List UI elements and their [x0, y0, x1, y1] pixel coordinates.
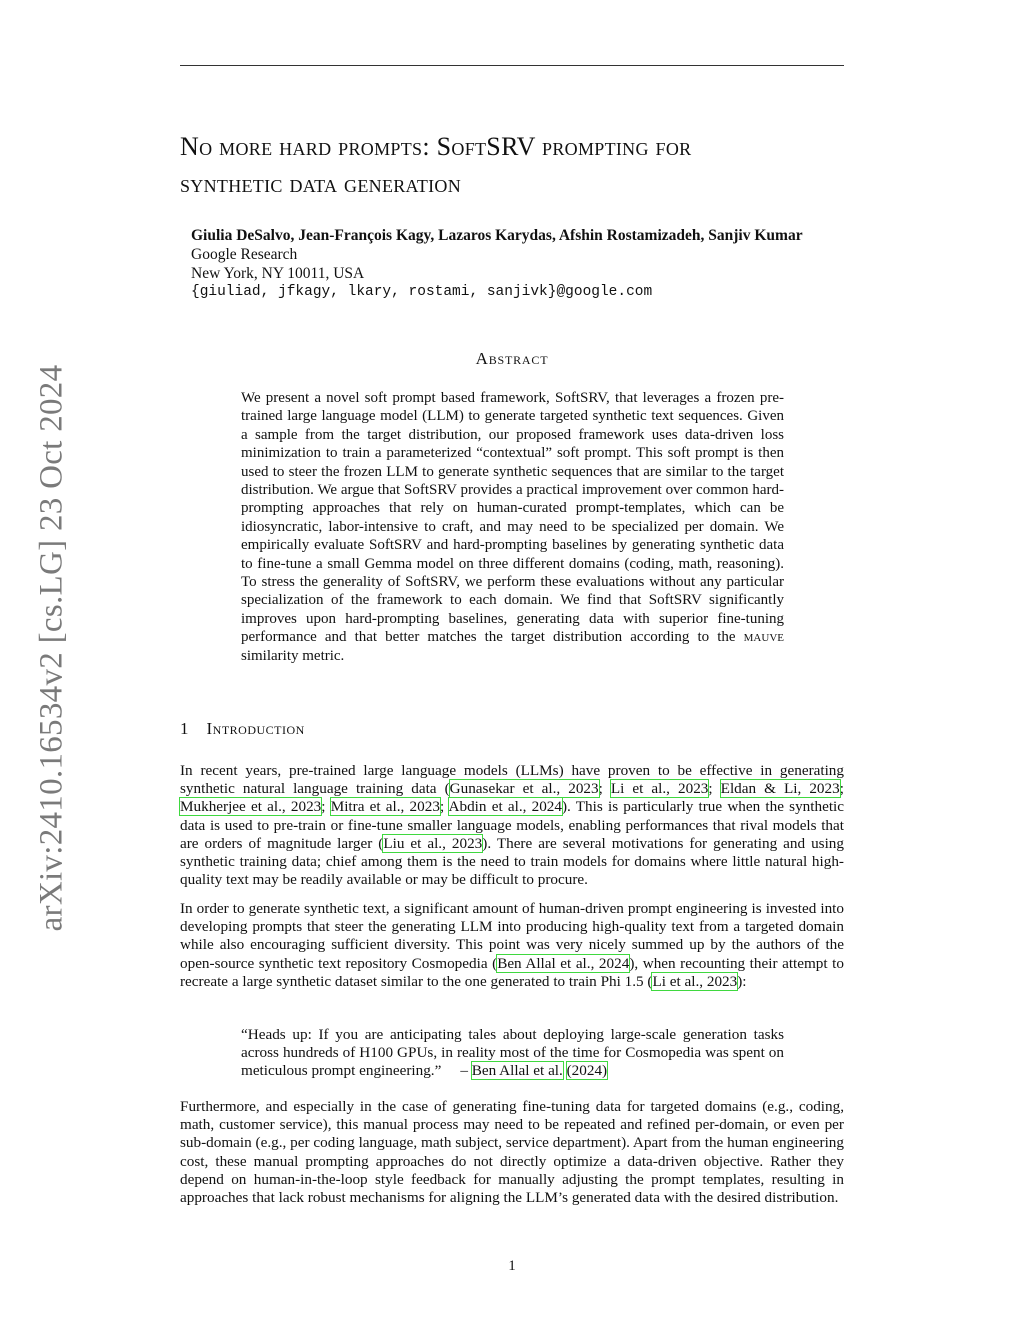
location: New York, NY 10011, USA [191, 265, 365, 282]
quote-dash: – [460, 1062, 468, 1080]
quote-text: “Heads up: If you are anticipating tales about deploying large-scale generation tasks across hundreds of H100 GPUs, in reality most of the time for Cosmopedia was spent on meticulous prompt engineering.” [241, 1026, 784, 1080]
author-names: Giulia DeSalvo, Jean-François Kagy, Lazaros Karydas, Afshin Rostamizadeh, Sanjiv Kumar [191, 227, 803, 244]
separator: ; [598, 780, 611, 798]
paragraph-text: In order to generate synthetic text, a significant amount of human-driven prompt engineering is invested into developing prompts that steer the generating LLM into producing high-quality text from a targeted domain while also encouraging sufficient diversity. This point was very nicely summed up by the authors of the open-source synthetic text repository Cosmopedia ( [180, 900, 844, 972]
paragraph-text: ): [737, 972, 747, 990]
section-number: 1 [180, 719, 189, 738]
paragraph-text: ). There are several motivations for generating and using synthetic training data; chief among them is the need to train models for domains where little natural high-quality text may be readily available or may be difficult to procure. [180, 834, 844, 889]
affiliation: Google Research [191, 246, 298, 263]
citation-link[interactable]: Ben Allal et al., 2024 [497, 954, 630, 972]
citation-link[interactable]: Liu et al., 2023 [383, 834, 483, 852]
abstract-text [241, 389, 784, 665]
paper-title [180, 128, 860, 202]
abstract-body: We present a novel soft prompt based framework, SoftSRV, that leverages a frozen pre-trained large language model (LLM) to generate targeted synthetic text sequences. Given a sample from the target distribution, our proposed framework uses data-driven loss minimization to train a parameterized “contextual” soft prompt. This soft prompt is then used to steer the frozen LLM to generate synthetic sequences that are similar to the target distribution. We argue that SoftSRV provides a practical improvement over common hard-prompting approaches that rely on human-curated prompt-templates, which can be idiosyncratic, labor-intensive to craft, and may need to be specialized per domain. We empirically evaluate SoftSRV and hard-prompting baselines by generating synthetic data to fine-tune a small Gemma model on three different domains (coding, math, reasoning). To stress the generality of SoftSRV, we perform these evaluations without any particular specialization of the framework to each domain. We find that SoftSRV significantly improves upon hard-prompting baselines, generating data with superior fine-tuning performance and that better matches the target distribution according to the [241, 390, 784, 646]
title-line-2: synthetic data generation [180, 169, 462, 198]
arxiv-stamp: arXiv:2410.16534v2 [cs.LG] 23 Oct 2024 [33, 364, 70, 932]
author-emails: {giuliad, jfkagy, lkary, rostami, sanjivk}@google.com [191, 284, 653, 300]
abstract-heading: Abstract [475, 349, 549, 368]
citation-link[interactable]: (2024) [566, 1062, 608, 1080]
citation-link[interactable]: Li et al., 2023 [652, 972, 738, 990]
separator: ; [321, 798, 331, 816]
author-block [191, 226, 803, 302]
block-quote [241, 1026, 784, 1081]
citation-link[interactable]: Li et al., 2023 [610, 780, 709, 798]
page-number: 1 [508, 1258, 516, 1274]
mauve-metric: mauve [743, 629, 784, 646]
citation-link[interactable]: Ben Allal et al. [471, 1062, 563, 1080]
paragraph-text: ). This is particularly true when the synthetic data is used to pre-train or fine-tune smaller language models, enabling performances that rival models that are orders of magnitude larger ( [180, 798, 844, 852]
paragraph-text: ), when recounting their attempt to recreate a large synthetic dataset similar to the one generated to train Phi 1.5 ( [180, 954, 844, 990]
citation-link[interactable]: Mukherjee et al., 2023 [180, 798, 322, 816]
abstract-end: similarity metric. [241, 647, 345, 664]
paragraph-text: In recent years, pre-trained large language models (LLMs) have proven to be effective in generating synthetic natural language training data ( [180, 762, 844, 798]
citation-link[interactable]: Abdin et al., 2024 [448, 798, 562, 816]
intro-paragraph-3: Furthermore, and especially in the case of generating fine-tuning data for targeted domains (e.g., coding, math, customer service), this manual process may need to be repeated and refined per-domain, or even per sub-domain (e.g., per coding language, math subject, service department). Apart from the human engineering cost, these manual prompting approaches do not directly optimize a data-driven objective. Rather they depend on human-in-the-loop style feedback for manually adjusting the prompt templates, resulting in approaches that lack robust mechanisms for aligning the LLM’s generated data with the desired distribution. [180, 1098, 844, 1207]
section-heading [180, 719, 305, 739]
separator: ; [708, 780, 721, 798]
citation-link[interactable]: Gunasekar et al., 2023 [449, 780, 599, 798]
title-line-1: No more hard prompts: SoftSRV prompting for [180, 132, 692, 161]
citation-link[interactable]: Eldan & Li, 2023 [720, 780, 840, 798]
header-rule [180, 65, 844, 66]
intro-paragraph-2 [180, 900, 844, 991]
section-title: Introduction [206, 719, 305, 738]
intro-paragraph-1 [180, 762, 844, 889]
separator: ; [839, 780, 844, 798]
separator: ; [439, 798, 449, 816]
citation-link[interactable]: Mitra et al., 2023 [330, 798, 440, 816]
